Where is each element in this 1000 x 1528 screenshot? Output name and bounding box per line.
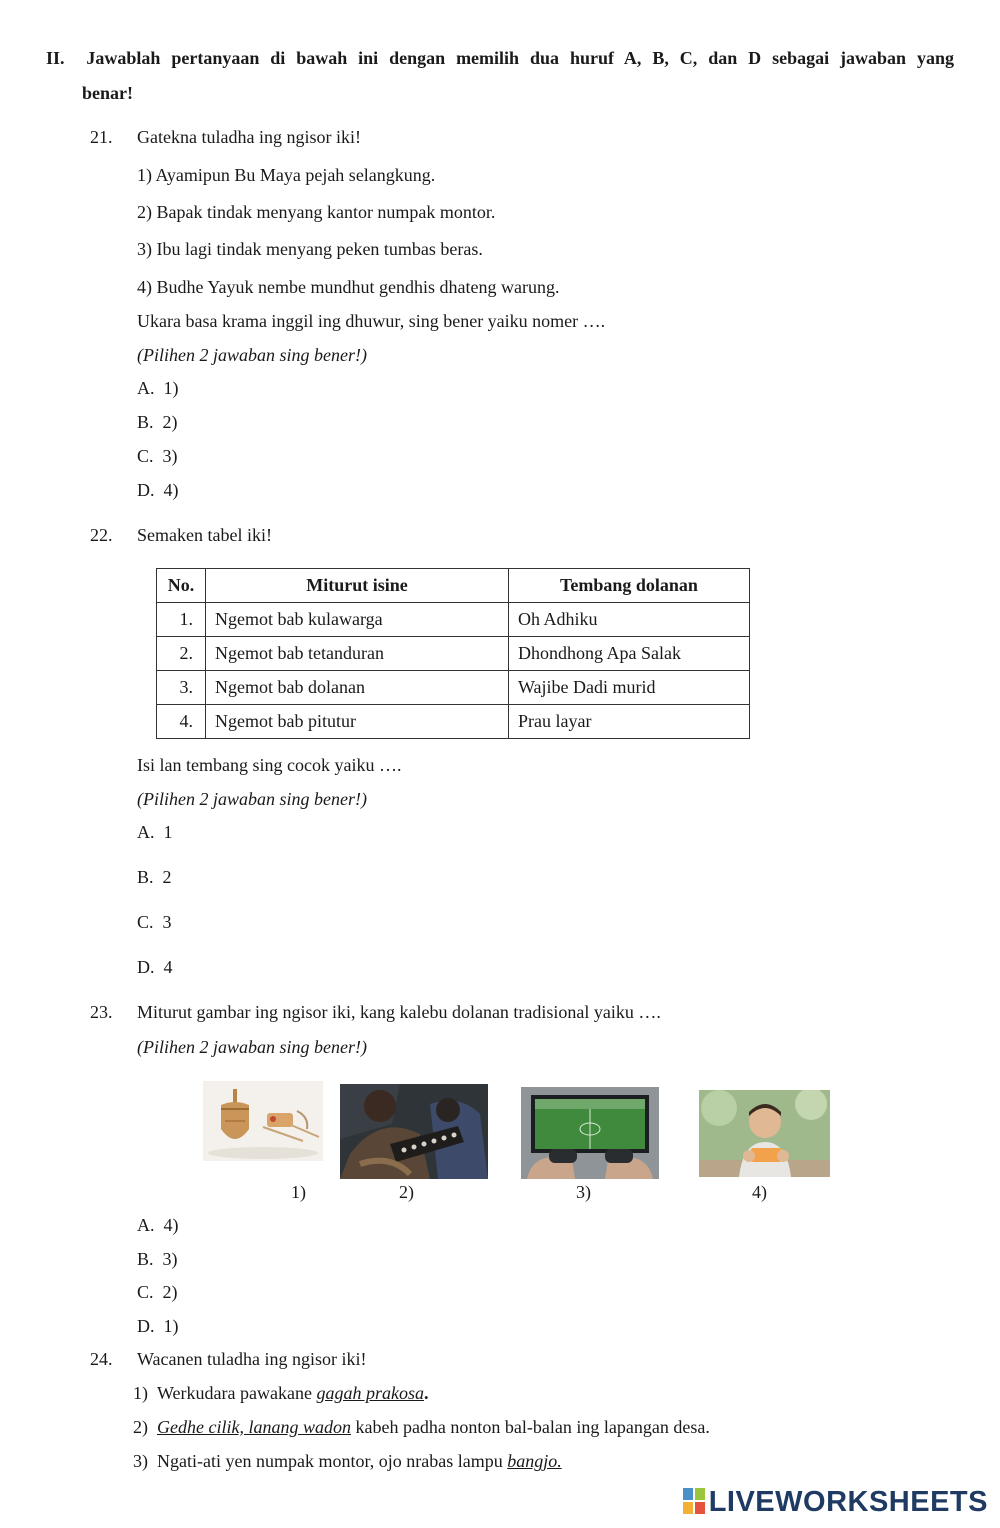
q23-option-c[interactable] (137, 1282, 178, 1303)
q23-image-label-4: 4) (752, 1182, 767, 1202)
brand-name: LIVEWORKSHEETS (708, 1486, 988, 1518)
table-row (157, 671, 750, 705)
q21-option-d[interactable] (137, 480, 179, 501)
liveworksheets-logo (683, 1486, 988, 1519)
q22-table (156, 568, 750, 739)
table-header-isine: Miturut isine (206, 569, 509, 603)
q21-item-1: 1) Ayamipun Bu Maya pejah selangkung. (137, 165, 436, 185)
section-heading-line1: II. Jawablah pertanyaan di bawah ini dengan memilih dua huruf A, B, C, dan D sebagai jawaban yang (46, 48, 954, 68)
option-text: 2) (162, 412, 178, 432)
q21-item-4: 4) Budhe Yayuk nembe mundhut gendhis dhateng warung. (137, 277, 560, 297)
option-letter: D. (137, 1316, 155, 1336)
option-text: 4) (163, 480, 179, 500)
option-letter: D. (137, 957, 155, 977)
option-letter: D. (137, 480, 155, 500)
q23-option-b[interactable] (137, 1249, 178, 1270)
table-header-no: No. (157, 569, 206, 603)
item-text-after: kabeh padha nonton bal-balan ing lapangan desa. (350, 1417, 710, 1437)
option-letter: C. (137, 1282, 154, 1302)
liveworksheets-logo-icon (683, 1488, 705, 1514)
q22-option-b[interactable] (137, 867, 172, 888)
table-cell-isine: Ngemot bab dolanan (206, 671, 509, 705)
table-cell-tembang: Prau layar (509, 705, 750, 739)
q22-option-c[interactable] (137, 912, 172, 933)
table-cell-tembang: Dhondhong Apa Salak (509, 637, 750, 671)
q21-question: Ukara basa krama inggil ing dhuwur, sing bener yaiku nomer …. (137, 311, 606, 331)
option-letter: B. (137, 867, 154, 887)
option-letter: B. (137, 1249, 154, 1269)
table-cell-no: 1. (157, 603, 206, 637)
option-letter: A. (137, 378, 155, 398)
q23-image-1-gasing (203, 1081, 323, 1161)
item-text-after: . (423, 1383, 429, 1403)
option-text: 2) (162, 1282, 178, 1302)
q24-prompt: Wacanen tuladha ing ngisor iki! (137, 1349, 367, 1369)
item-text-before: Ngati-ati yen numpak montor, ojo nrabas lampu (157, 1451, 508, 1471)
q21-option-a[interactable] (137, 378, 179, 399)
q23-number: 23. (90, 1002, 113, 1022)
option-letter: C. (137, 446, 154, 466)
q23-image-label-3: 3) (576, 1182, 591, 1202)
q21-prompt: Gatekna tuladha ing ngisor iki! (137, 127, 361, 147)
option-text: 4 (163, 957, 173, 977)
item-text-before: Werkudara pawakane (157, 1383, 317, 1403)
option-text: 3) (162, 1249, 178, 1269)
q24-item-1 (133, 1383, 428, 1404)
item-number: 1) (133, 1383, 148, 1403)
table-cell-isine: Ngemot bab tetanduran (206, 637, 509, 671)
q24-number: 24. (90, 1349, 113, 1369)
q22-instruction: (Pilihen 2 jawaban sing bener!) (137, 789, 367, 809)
q23-option-a[interactable] (137, 1215, 179, 1236)
item-number: 3) (133, 1451, 148, 1471)
q22-option-a[interactable] (137, 822, 173, 843)
q22-question: Isi lan tembang sing cocok yaiku …. (137, 755, 402, 775)
q23-image-label-2: 2) (399, 1182, 414, 1202)
option-letter: A. (137, 822, 155, 842)
q23-image-label-1: 1) (291, 1182, 306, 1202)
table-cell-tembang: Wajibe Dadi murid (509, 671, 750, 705)
q21-item-2: 2) Bapak tindak menyang kantor numpak montor. (137, 202, 496, 222)
table-cell-no: 3. (157, 671, 206, 705)
section-heading-line2: benar! (82, 83, 133, 103)
q22-prompt: Semaken tabel iki! (137, 525, 272, 545)
q22-number: 22. (90, 525, 113, 545)
item-number: 2) (133, 1417, 148, 1437)
q22-option-d[interactable] (137, 957, 173, 978)
option-text: 2 (162, 867, 172, 887)
option-text: 1) (163, 378, 179, 398)
option-letter: B. (137, 412, 154, 432)
table-row (157, 637, 750, 671)
table-cell-isine: Ngemot bab pitutur (206, 705, 509, 739)
table-row (157, 705, 750, 739)
table-cell-isine: Ngemot bab kulawarga (206, 603, 509, 637)
option-text: 3) (162, 446, 178, 466)
q21-option-c[interactable] (137, 446, 178, 467)
option-text: 1 (163, 822, 173, 842)
option-letter: A. (137, 1215, 155, 1235)
item-underlined-phrase: bangjo. (507, 1451, 562, 1471)
option-letter: C. (137, 912, 154, 932)
table-cell-no: 4. (157, 705, 206, 739)
table-cell-no: 2. (157, 637, 206, 671)
item-underlined-phrase: Gedhe cilik, lanang wadon (157, 1417, 351, 1437)
q24-item-3 (133, 1451, 562, 1472)
option-text: 4) (163, 1215, 179, 1235)
q21-number: 21. (90, 127, 113, 147)
q23-prompt: Miturut gambar ing ngisor iki, kang kalebu dolanan tradisional yaiku …. (137, 1002, 661, 1022)
q21-option-b[interactable] (137, 412, 178, 433)
table-row (157, 603, 750, 637)
option-text: 1) (163, 1316, 179, 1336)
q23-instruction: (Pilihen 2 jawaban sing bener!) (137, 1037, 367, 1057)
q21-instruction: (Pilihen 2 jawaban sing bener!) (137, 345, 367, 365)
q21-item-3: 3) Ibu lagi tindak menyang peken tumbas beras. (137, 239, 483, 259)
q23-image-2-dakon (340, 1084, 488, 1179)
q23-image-4-child-phone (699, 1090, 830, 1177)
q23-image-3-videogame (521, 1087, 659, 1179)
option-text: 3 (162, 912, 172, 932)
q24-item-2 (133, 1417, 710, 1438)
table-header-row (157, 569, 750, 603)
table-header-tembang: Tembang dolanan (509, 569, 750, 603)
q23-option-d[interactable] (137, 1316, 179, 1337)
table-cell-tembang: Oh Adhiku (509, 603, 750, 637)
item-underlined-phrase: gagah prakosa (316, 1383, 424, 1403)
